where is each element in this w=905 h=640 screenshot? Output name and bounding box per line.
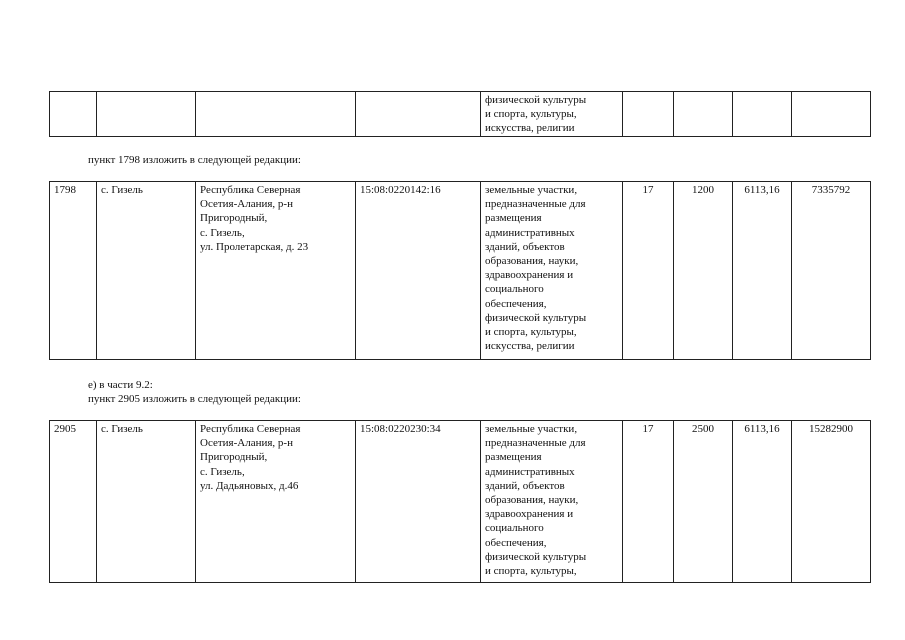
cell-number: 1798 bbox=[50, 182, 97, 360]
cell-area: 1200 bbox=[674, 182, 733, 360]
cell-number bbox=[50, 92, 97, 137]
cell-value: 7335792 bbox=[792, 182, 871, 360]
cell-purpose: земельные участки, предназначенные для размещения административных зданий, объектов образования, науки, здравоохранения и социального обеспечения, физической культуры и спорта, культуры, bbox=[481, 421, 623, 583]
paragraph-item-1798: пункт 1798 изложить в следующей редакции: bbox=[88, 154, 301, 166]
cell-address bbox=[196, 92, 356, 137]
paragraph-part-9-2: е) в части 9.2: bbox=[88, 379, 153, 391]
cell-area: 2500 bbox=[674, 421, 733, 583]
cell-value bbox=[792, 92, 871, 137]
cell-address: Республика Северная Осетия-Алания, р-н Пригородный, с. Гизель, ул. Дадьяновых, д.46 bbox=[196, 421, 356, 583]
cell-code: 17 bbox=[623, 182, 674, 360]
cell-locality: с. Гизель bbox=[97, 182, 196, 360]
cell-code: 17 bbox=[623, 421, 674, 583]
cell-rate bbox=[733, 92, 792, 137]
table-item-1798 bbox=[49, 181, 871, 360]
cell-cadastral bbox=[356, 92, 481, 137]
cell-purpose: физической культуры и спорта, культуры, искусства, религии bbox=[481, 92, 623, 137]
table-row bbox=[50, 421, 871, 583]
table-fragment-top bbox=[49, 91, 871, 137]
cell-number: 2905 bbox=[50, 421, 97, 583]
cell-code bbox=[623, 92, 674, 137]
cell-purpose: земельные участки, предназначенные для размещения административных зданий, объектов образования, науки, здравоохранения и социального обеспечения, физической культуры и спорта, культуры, искусства, религии bbox=[481, 182, 623, 360]
cell-locality bbox=[97, 92, 196, 137]
table-row bbox=[50, 92, 871, 137]
table-item-2905 bbox=[49, 420, 871, 583]
table-row bbox=[50, 182, 871, 360]
cell-value: 15282900 bbox=[792, 421, 871, 583]
cell-locality: с. Гизель bbox=[97, 421, 196, 583]
cell-rate: 6113,16 bbox=[733, 182, 792, 360]
paragraph-item-2905: пункт 2905 изложить в следующей редакции: bbox=[88, 393, 301, 405]
cell-address: Республика Северная Осетия-Алания, р-н Пригородный, с. Гизель, ул. Пролетарская, д. 23 bbox=[196, 182, 356, 360]
cell-area bbox=[674, 92, 733, 137]
cell-cadastral: 15:08:0220142:16 bbox=[356, 182, 481, 360]
cell-cadastral: 15:08:0220230:34 bbox=[356, 421, 481, 583]
cell-rate: 6113,16 bbox=[733, 421, 792, 583]
